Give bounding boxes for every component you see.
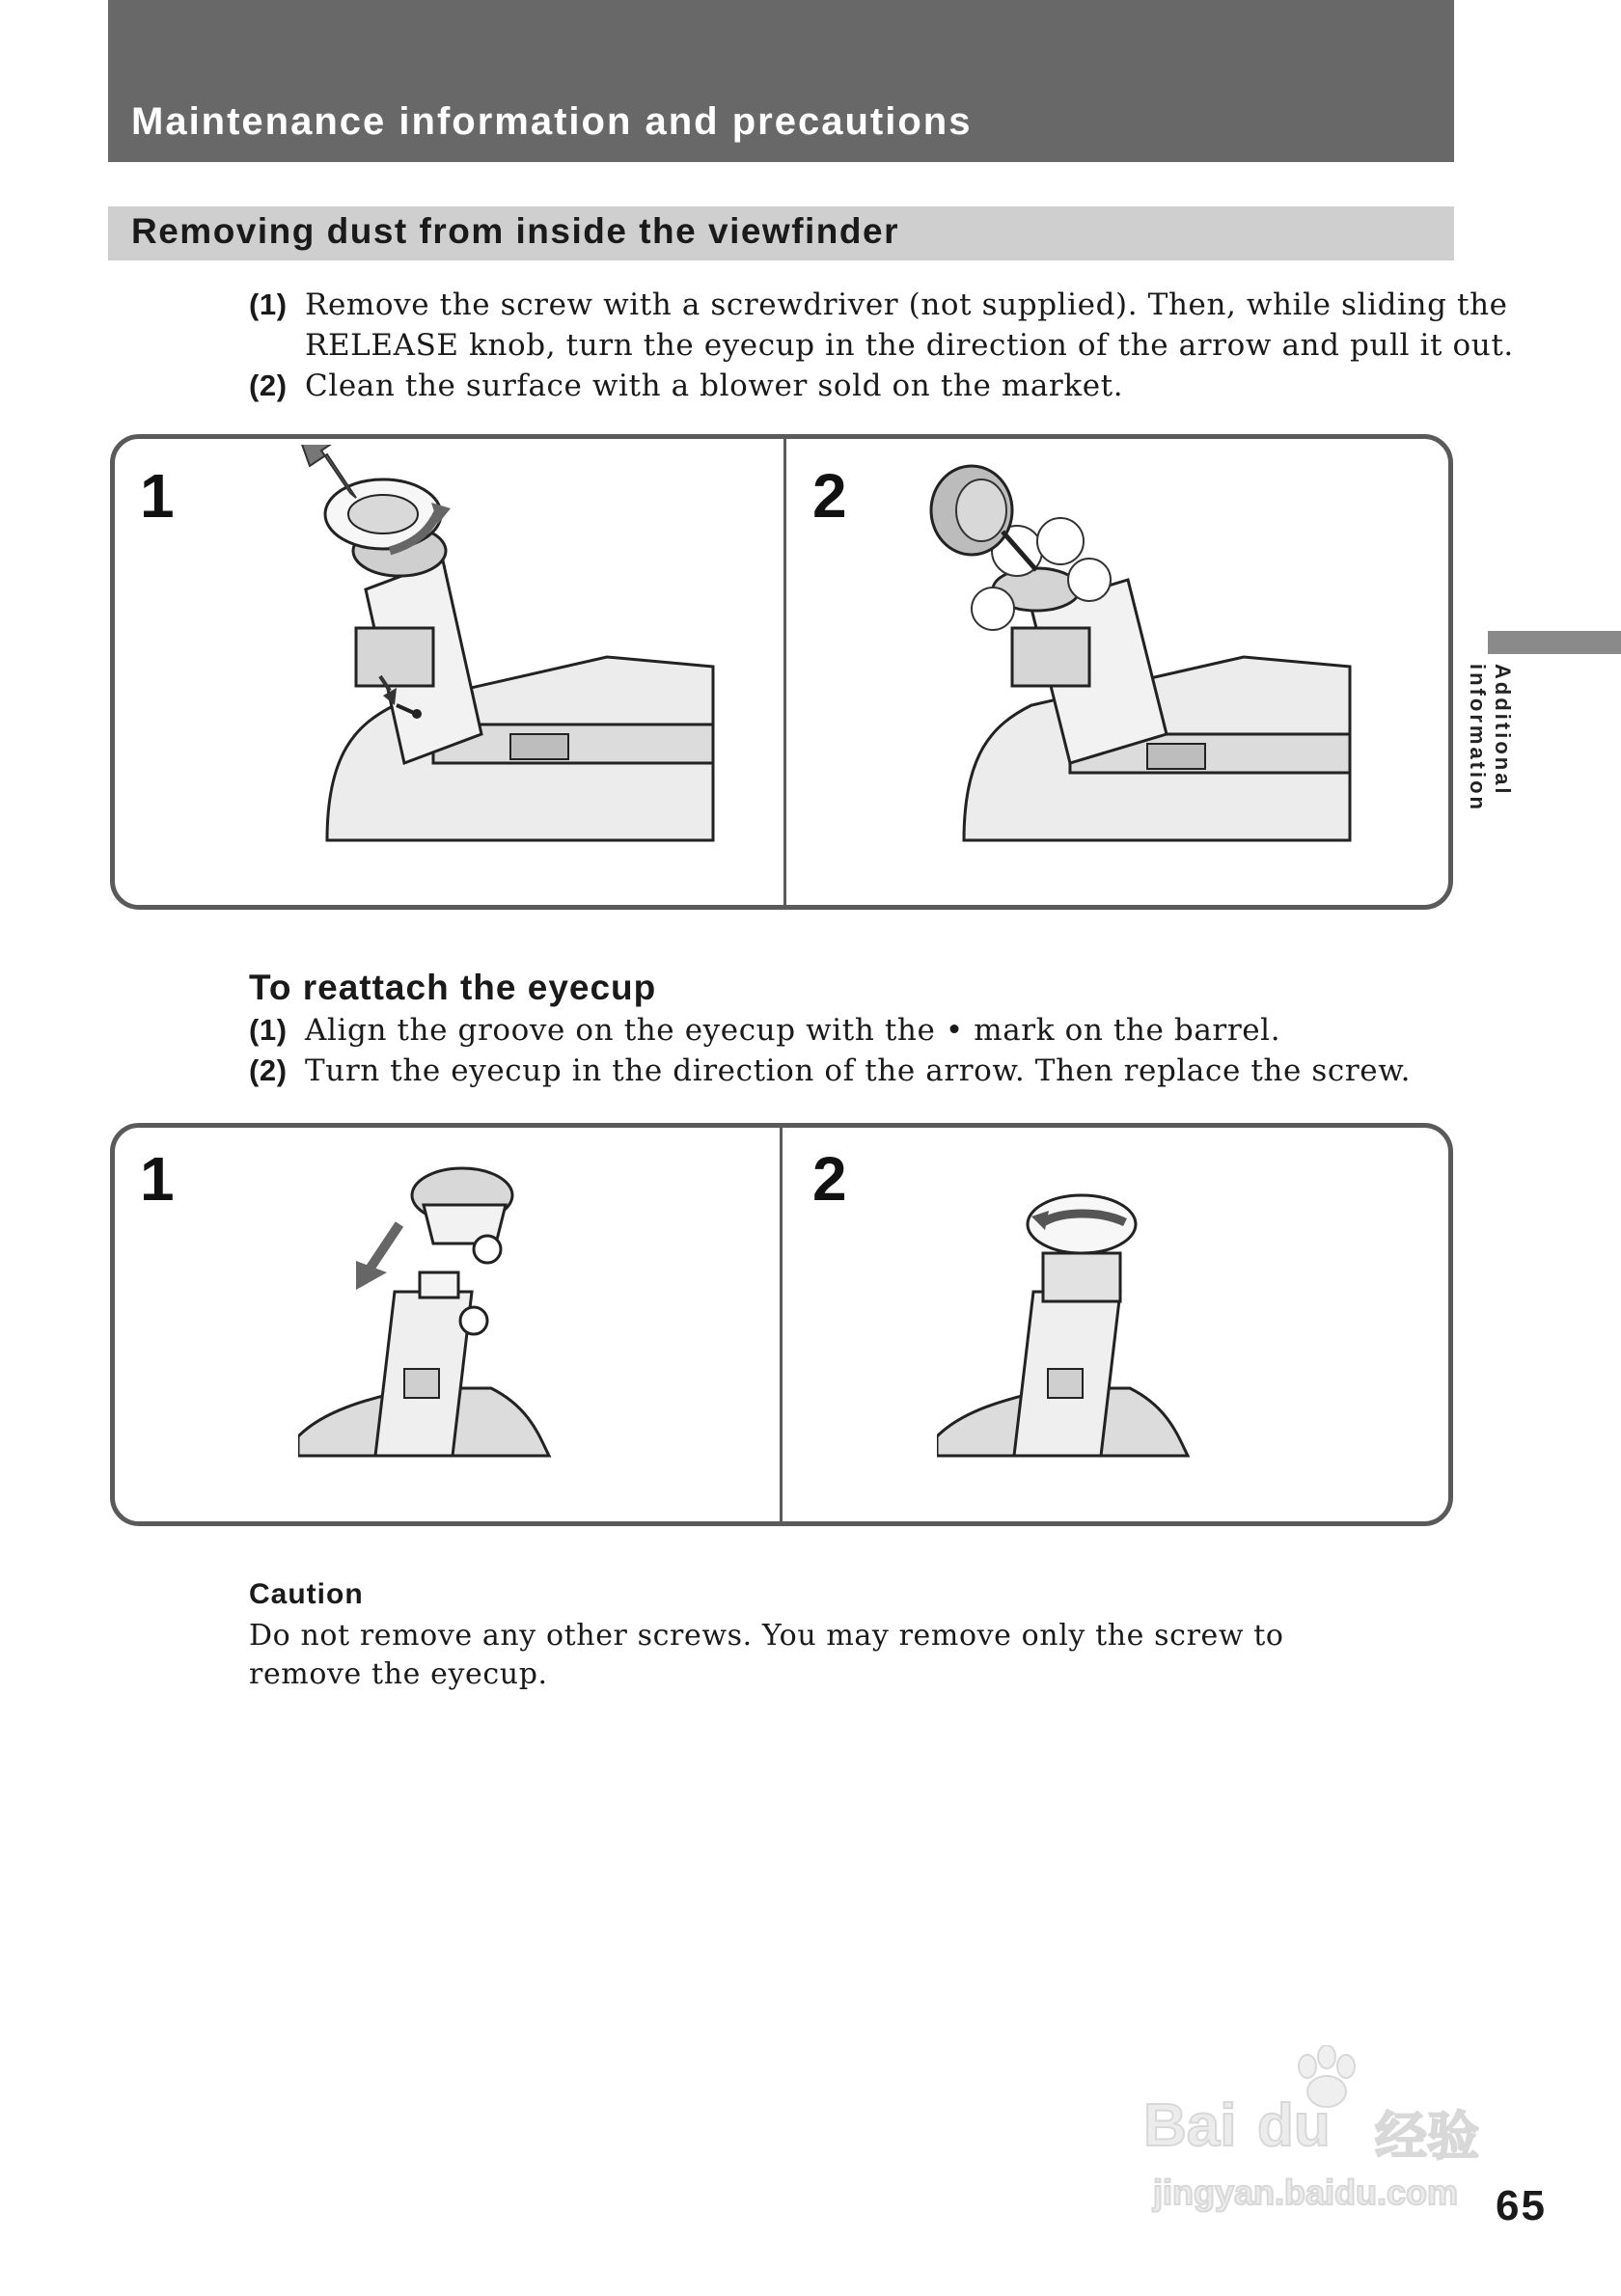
step-text-line: Clean the surface with a blower sold on the market. <box>305 369 1124 403</box>
step-text-line: Turn the eyecup in the direction of the arrow. Then replace the screw. <box>305 1053 1412 1088</box>
arrow-icon <box>356 1224 399 1290</box>
eyecup-attached-illustration <box>937 1147 1265 1485</box>
panel-divider <box>780 1128 783 1521</box>
watermark-url: jingyan.baidu.com <box>1153 2173 1459 2212</box>
step-text-line: RELEASE knob, turn the eyecup in the direction of the arrow and pull it out. <box>305 328 1514 363</box>
watermark-cn-text: 经验 <box>1375 2108 1479 2166</box>
caution-text: Do not remove any other screws. You may remove only the screw to remove the eyecup. <box>249 1619 1284 1691</box>
alignment-mark-icon <box>460 1236 501 1334</box>
blower-cleaning-illustration <box>925 445 1427 850</box>
side-tab-label: Additional information <box>1466 664 1515 812</box>
removal-steps <box>249 285 1514 406</box>
watermark-logo <box>1143 2045 1520 2228</box>
caution-label: Caution <box>249 1578 364 1610</box>
arrow-icon <box>300 445 356 498</box>
step-text-line: Remove the screw with a screwdriver (not supplied). Then, while sliding the <box>305 287 1508 322</box>
panel-step-number: 1 <box>140 461 175 531</box>
page-header-title: Maintenance information and precautions <box>131 100 973 143</box>
step-number: (1) <box>249 287 288 321</box>
section-title: Removing dust from inside the viewfinder <box>131 211 899 251</box>
side-tab-marker <box>1488 631 1621 654</box>
step-number: (2) <box>249 369 288 402</box>
removal-illustration-panel <box>110 434 1453 910</box>
eyecup-alignment-illustration <box>298 1147 665 1485</box>
reattach-steps <box>249 1010 1411 1091</box>
removal-step-2 <box>249 366 1514 406</box>
reattach-step-2 <box>249 1051 1411 1091</box>
blower-icon <box>931 466 1036 570</box>
panel-step-number: 2 <box>812 461 847 531</box>
panel-step-number: 2 <box>812 1144 847 1214</box>
eyecup-removal-illustration <box>288 445 790 850</box>
reattach-step-1 <box>249 1010 1411 1051</box>
watermark-brand: Bai <box>1143 2092 1237 2159</box>
reattach-illustration-panel <box>110 1123 1453 1526</box>
removal-step-1 <box>249 285 1514 366</box>
step-number: (1) <box>249 1013 288 1047</box>
panel-step-number: 1 <box>140 1144 175 1214</box>
watermark-brand-2: du <box>1257 2092 1331 2159</box>
step-text-line: Align the groove on the eyecup with the • mark on the barrel. <box>305 1013 1281 1048</box>
page-number: 65 <box>1496 2182 1547 2229</box>
reattach-heading: To reattach the eyecup <box>249 968 657 1007</box>
step-number: (2) <box>249 1053 288 1087</box>
